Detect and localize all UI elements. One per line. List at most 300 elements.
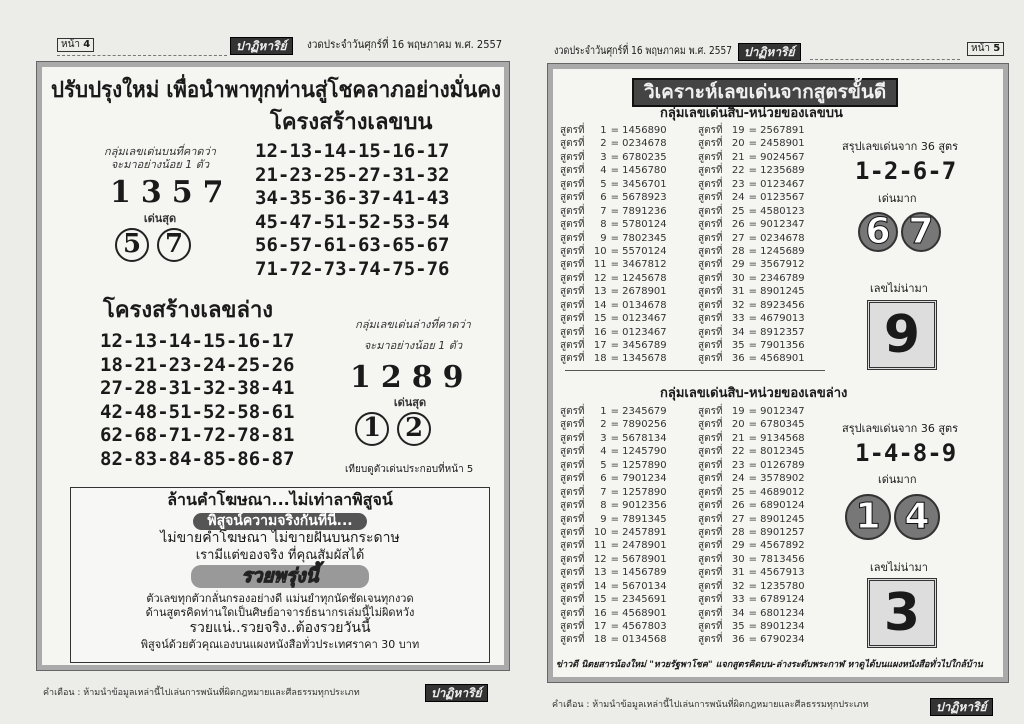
divider [565,370,825,371]
lower-title: กลุ่มเลขเด่นสิบ-หน่วยของเลขล่าง [660,386,848,401]
formula-number: 31 [731,286,745,298]
formula-digits: 2678901 [622,286,667,298]
formula-number: 35 [731,340,745,351]
formula-label: สูตรที่ [560,219,585,231]
formula-label: สูตรที่ [560,621,585,632]
formula-digits: 0123567 [760,192,805,204]
unlikely-label: เลขไม่น่ามา [870,561,928,574]
formula-number: 17 [593,340,607,351]
formula-label: สูตรที่ [698,580,723,592]
formula-label: สูตรที่ [698,192,723,204]
formula-row: สูตรที่ 10 = 5570124 [560,245,667,257]
formula-digits: 0123467 [622,326,667,338]
formula-digits: 0134678 [622,299,667,311]
warning: คำเตือน : ห้ามนำข้อมูลเหล่านี้ไปเล่นการพนันที่ผิดกฎหมายและศีลธรรมทุกประเภท [552,700,869,710]
formula-digits: 4567803 [622,621,667,632]
formula-label: สูตรที่ [560,432,585,444]
formula-number: 22 [731,446,745,458]
upper-caption: กลุ่มเลขเด่นบนที่คาดว่า จะมาอย่างน้อย 1 ตัว [104,145,216,172]
formula-digits: 2346789 [760,272,805,284]
formula-label: สูตรที่ [560,486,585,498]
formula-row: สูตรที่ 16 = 0123467 [560,326,667,338]
lower-best [355,412,439,446]
ad-line: ไม่ขายคำโฆษณา ไม่ขายฝันบนกระดาษ [160,530,400,546]
formula-label: สูตรที่ [698,419,723,431]
warning: คำเตือน : ห้ามนำข้อมูลเหล่านี้ไปเล่นการพนันที่ผิดกฎหมายและศีลธรรมทุกประเภท [43,688,360,698]
formula-digits: 0123467 [622,313,667,325]
ad-line: รวยแน่..รวยจริง..ต้องรวยวันนี้ [189,620,371,636]
formula-label: สูตรที่ [560,259,585,271]
banner-title: วิเคราะห์เลขเด่นจากสูตรขั้นดี [632,78,898,107]
formula-digits: 8901245 [760,286,805,298]
formula-number: 4 [600,165,607,177]
formula-row: สูตรที่ 1 = 2345679 [560,406,667,417]
best-label: เด่นสุด [393,396,427,409]
formula-number: 3 [600,432,607,444]
formula-row: สูตรที่ 14 = 5670134 [560,580,667,592]
formula-number: 12 [593,553,607,565]
formula-number: 1 [600,125,607,136]
formula-digits: 8901245 [760,513,805,525]
ad-line: เรามีแต่ของจริง ที่คุณสัมผัสได้ [195,548,365,563]
summary-label: สรุปเลขเด่นจาก 36 สูตร [842,140,959,153]
formula-number: 12 [593,272,607,284]
formula-number: 23 [731,459,745,471]
ad-line: ล้านคำโฆษณา...ไม่เท่าลาพิสูจน์ [167,490,393,509]
formula-number: 36 [731,353,745,365]
formula-label: สูตรที่ [698,286,723,298]
formula-digits: 0123467 [760,178,805,190]
formula-label: สูตรที่ [698,272,723,284]
formula-digits: 4689012 [760,486,805,498]
formula-number: 27 [731,513,745,525]
formula-number: 30 [731,272,745,284]
formula-label: สูตรที่ [698,299,723,311]
divider [810,58,960,60]
number-row: 27-28-31-32-38-41 [100,377,295,400]
formula-number: 20 [731,419,745,431]
formula-number: 11 [593,540,607,552]
formula-digits: 7901234 [622,473,667,485]
unlikely-digit: 3 [867,578,937,648]
formula-row: สูตรที่ 28 = 1245689 [698,245,805,257]
hot-label: เด่นมาก [878,192,917,205]
logo: ปาฏิหาริย์ [230,37,293,55]
formula-row: สูตรที่ 3 = 5678134 [560,432,667,444]
page-number: หน้า 4 [57,38,94,52]
formula-digits: 1345678 [622,353,667,365]
best-label: เด่นสุด [143,212,177,225]
formula-row: สูตรที่ 20 = 6780345 [698,419,805,431]
formula-row: สูตรที่ 12 = 5678901 [560,553,667,565]
formula-row: สูตรที่ 27 = 0234678 [698,232,805,244]
upper-best [115,228,199,262]
issue-date: งวดประจำวันศุกร์ที่ 16 พฤษภาคม พ.ศ. 2557 [554,44,732,57]
formula-number: 21 [731,151,745,163]
formula-digits: 5678923 [622,192,667,204]
ad-line: ด้านสูตรคิดท่านใดเป็นศิษย์อาจารย์ธนากรเล่มนี้ไม่ผิดหวัง [145,606,415,619]
formula-number: 21 [731,432,745,444]
formula-row: สูตรที่ 32 = 8923456 [698,299,805,311]
formula-label: สูตรที่ [560,580,585,592]
formula-number: 13 [593,286,607,298]
number-row: 34-35-36-37-41-43 [255,187,450,210]
logo: ปาฏิหาริย์ [738,43,801,61]
formula-digits: 1245689 [760,245,805,257]
formula-number: 6 [600,473,607,485]
formula-digits: 4567913 [760,567,805,579]
formula-label: สูตรที่ [560,178,585,190]
number-row: 45-47-51-52-53-54 [255,210,450,233]
unlikely-label: เลขไม่น่ามา [870,282,928,295]
formula-number: 10 [593,245,607,257]
formula-row: สูตรที่ 17 = 3456789 [560,340,667,351]
best-digit: 5 [115,228,149,262]
formula-label: สูตรที่ [560,232,585,244]
formula-label: สูตรที่ [698,567,723,579]
formula-number: 34 [731,607,745,619]
formula-label: สูตรที่ [560,553,585,565]
formula-number: 14 [593,580,607,592]
formula-row: สูตรที่ 18 = 1345678 [560,353,667,365]
number-row: 42-48-51-52-58-61 [100,400,295,423]
formula-label: สูตรที่ [698,151,723,163]
formula-digits: 5570124 [622,245,667,257]
formula-digits: 1456789 [622,567,667,579]
formula-row: สูตรที่ 13 = 2678901 [560,286,667,298]
hot-digit: 7 [901,212,941,252]
formula-number: 32 [731,299,745,311]
formula-digits: 1456780 [622,165,667,177]
ad-line: พิสูจน์ความจริงกันที่นี่... [193,513,366,530]
formula-number: 33 [731,313,745,325]
formula-label: สูตรที่ [560,607,585,619]
formula-number: 3 [600,151,607,163]
formula-digits: 9024567 [760,151,805,163]
formula-row: สูตรที่ 27 = 8901245 [698,513,805,525]
hot-digit: 6 [858,212,898,252]
formula-digits: 7802345 [622,232,667,244]
formula-digits: 1456890 [622,125,667,136]
formula-row: สูตรที่ 20 = 2458901 [698,138,805,150]
hot-label: เด่นมาก [878,473,917,486]
formula-row: สูตรที่ 12 = 1245678 [560,272,667,284]
formula-row: สูตรที่ 5 = 3456701 [560,178,667,190]
formula-digits: 7890256 [622,419,667,431]
formula-number: 25 [731,205,745,217]
formula-number: 13 [593,567,607,579]
formula-number: 9 [600,232,607,244]
best-digit: 1 [355,412,389,446]
formula-row: สูตรที่ 29 = 3567912 [698,259,805,271]
ad-line: ตัวเลขทุกตัวกลั่นกรองอย่างดี แม่นยำทุกนัดชัดเจนทุกงวด [146,592,414,605]
formula-number: 18 [593,634,607,646]
formula-number: 2 [600,419,607,431]
formula-digits: 8901257 [760,526,805,538]
formula-digits: 7891345 [622,513,667,525]
formula-row: สูตรที่ 13 = 1456789 [560,567,667,579]
formula-row: สูตรที่ 8 = 9012356 [560,500,667,512]
formula-row: สูตรที่ 1 = 1456890 [560,125,667,136]
logo: ปาฏิหาริย์ [425,684,488,702]
unlikely-digit: 9 [867,300,937,370]
formula-row: สูตรที่ 30 = 7813456 [698,553,805,565]
left-page [15,0,515,724]
formula-digits: 2458901 [760,138,805,150]
hot-digits [858,212,944,252]
formula-row: สูตรที่ 11 = 2478901 [560,540,667,552]
formula-label: สูตรที่ [698,178,723,190]
formula-label: สูตรที่ [698,432,723,444]
formula-row: สูตรที่ 30 = 2346789 [698,272,805,284]
number-row: 71-72-73-74-75-76 [255,257,450,280]
formula-row: สูตรที่ 17 = 4567803 [560,621,667,632]
formula-number: 4 [600,446,607,458]
formula-number: 36 [731,634,745,646]
lower-formula-list [560,405,836,647]
formula-label: สูตรที่ [560,594,585,606]
formula-digits: 1257890 [622,459,667,471]
formula-number: 9 [600,513,607,525]
formula-row: สูตรที่ 6 = 7901234 [560,473,667,485]
formula-number: 28 [731,245,745,257]
formula-label: สูตรที่ [560,286,585,298]
formula-row: สูตรที่ 21 = 9134568 [698,432,805,444]
formula-digits: 0234678 [622,138,667,150]
formula-label: สูตรที่ [560,125,585,136]
formula-label: สูตรที่ [698,526,723,538]
formula-digits: 2567891 [760,125,805,136]
lower-group: 1289 [350,360,474,395]
formula-digits: 6780235 [622,151,667,163]
issue-date: งวดประจำวันศุกร์ที่ 16 พฤษภาคม พ.ศ. 2557 [307,38,503,51]
best-digit: 7 [157,228,191,262]
formula-digits: 3456701 [622,178,667,190]
formula-digits: 6790234 [760,634,805,646]
formula-row: สูตรที่ 21 = 9024567 [698,151,805,163]
formula-digits: 1245678 [622,272,667,284]
formula-digits: 2345691 [622,594,667,606]
formula-number: 16 [593,607,607,619]
formula-digits: 4679013 [760,313,805,325]
formula-label: สูตรที่ [698,486,723,498]
formula-label: สูตรที่ [560,446,585,458]
formula-digits: 0234678 [760,232,805,244]
formula-label: สูตรที่ [698,540,723,552]
formula-row: สูตรที่ 33 = 6789124 [698,594,805,606]
formula-number: 19 [731,125,745,136]
formula-label: สูตรที่ [698,553,723,565]
upper-title: กลุ่มเลขเด่นสิบ-หน่วยของเลขบน [660,106,843,121]
formula-digits: 7813456 [760,553,805,565]
formula-row: สูตรที่ 36 = 6790234 [698,634,805,646]
formula-label: สูตรที่ [560,567,585,579]
formula-label: สูตรที่ [560,340,585,351]
formula-label: สูตรที่ [698,473,723,485]
number-row: 12-13-14-15-16-17 [100,330,295,352]
formula-label: สูตรที่ [698,165,723,177]
formula-label: สูตรที่ [698,500,723,512]
formula-digits: 7901356 [760,340,805,351]
formula-label: สูตรที่ [698,232,723,244]
formula-row: สูตรที่ 15 = 0123467 [560,313,667,325]
formula-row: สูตรที่ 31 = 4567913 [698,567,805,579]
formula-label: สูตรที่ [560,272,585,284]
formula-row: สูตรที่ 9 = 7891345 [560,513,667,525]
formula-number: 32 [731,580,745,592]
formula-row: สูตรที่ 9 = 7802345 [560,232,667,244]
formula-row: สูตรที่ 36 = 4568901 [698,353,805,365]
number-row: 62-68-71-72-78-81 [100,424,295,447]
formula-number: 34 [731,326,745,338]
formula-row: สูตรที่ 19 = 2567891 [698,125,805,136]
headline: ปรับปรุงใหม่ เพื่อนำพาทุกท่านสู่โชคลาภอย่างมั่นคง [51,78,501,103]
formula-number: 23 [731,178,745,190]
formula-digits: 2345679 [622,406,667,417]
formula-row: สูตรที่ 7 = 1257890 [560,486,667,498]
formula-number: 8 [600,500,607,512]
formula-number: 1 [600,406,607,417]
logo: ปาฏิหาริย์ [930,698,993,716]
hot-digit: 1 [845,494,891,540]
formula-digits: 6789124 [760,594,805,606]
formula-number: 15 [593,313,607,325]
formula-row: สูตรที่ 2 = 7890256 [560,419,667,431]
formula-row: สูตรที่ 4 = 1456780 [560,165,667,177]
formula-row: สูตรที่ 7 = 7891236 [560,205,667,217]
formula-row: สูตรที่ 29 = 4567892 [698,540,805,552]
formula-row: สูตรที่ 5 = 1257890 [560,459,667,471]
formula-label: สูตรที่ [560,459,585,471]
formula-row: สูตรที่ 2 = 0234678 [560,138,667,150]
formula-number: 24 [731,473,745,485]
formula-row: สูตรที่ 35 = 7901356 [698,340,805,351]
formula-digits: 3567912 [760,259,805,271]
formula-label: สูตรที่ [560,299,585,311]
formula-row: สูตรที่ 28 = 8901257 [698,526,805,538]
formula-label: สูตรที่ [698,406,723,417]
formula-row: สูตรที่ 35 = 8901234 [698,621,805,632]
formula-row: สูตรที่ 22 = 8012345 [698,446,805,458]
page-number: หน้า 5 [967,42,1004,56]
formula-number: 30 [731,553,745,565]
formula-number: 5 [600,178,607,190]
formula-row: สูตรที่ 6 = 5678923 [560,192,667,204]
formula-digits: 1235780 [760,580,805,592]
formula-label: สูตรที่ [560,406,585,417]
formula-digits: 4568901 [622,607,667,619]
formula-digits: 9012356 [622,500,667,512]
formula-number: 29 [731,540,745,552]
summary-numbers: 1-4-8-9 [855,439,957,467]
formula-number: 8 [600,219,607,231]
formula-number: 29 [731,259,745,271]
upper-group: 1357 [110,175,234,210]
formula-digits: 3467812 [622,259,667,271]
formula-digits: 9012347 [760,406,805,417]
formula-label: สูตรที่ [560,313,585,325]
formula-number: 6 [600,192,607,204]
formula-number: 11 [593,259,607,271]
formula-number: 10 [593,526,607,538]
formula-number: 16 [593,326,607,338]
formula-number: 27 [731,232,745,244]
formula-label: สูตรที่ [698,219,723,231]
formula-digits: 1245790 [622,446,667,458]
formula-number: 17 [593,621,607,632]
formula-number: 26 [731,500,745,512]
formula-row: สูตรที่ 23 = 0123467 [698,178,805,190]
formula-number: 26 [731,219,745,231]
formula-digits: 5780124 [622,219,667,231]
formula-label: สูตรที่ [560,138,585,150]
formula-digits: 1235689 [760,165,805,177]
formula-row: สูตรที่ 19 = 9012347 [698,406,805,417]
formula-row: สูตรที่ 25 = 4689012 [698,486,805,498]
hot-digits [845,494,943,540]
formula-row: สูตรที่ 22 = 1235689 [698,165,805,177]
formula-number: 22 [731,165,745,177]
formula-label: สูตรที่ [560,205,585,217]
formula-digits: 3578902 [760,473,805,485]
upper-rows [255,140,449,282]
formula-label: สูตรที่ [560,500,585,512]
formula-label: สูตรที่ [560,540,585,552]
right-page [520,0,1015,724]
formula-digits: 9134568 [760,432,805,444]
formula-label: สูตรที่ [698,313,723,325]
formula-number: 15 [593,594,607,606]
formula-number: 7 [600,486,607,498]
best-digit: 2 [397,412,431,446]
ad-line: พิสูจน์ด้วยตัวคุณเองบนแผงหนังสือทั่วประเทศราคา 30 บาท [140,638,420,651]
formula-number: 35 [731,621,745,632]
formula-label: สูตรที่ [698,259,723,271]
formula-label: สูตรที่ [560,419,585,431]
formula-row: สูตรที่ 34 = 6801234 [698,607,805,619]
formula-label: สูตรที่ [698,326,723,338]
formula-number: 19 [731,406,745,417]
formula-digits: 8901234 [760,621,805,632]
summary-numbers: 1-2-6-7 [855,157,957,185]
formula-digits: 7891236 [622,205,667,217]
formula-label: สูตรที่ [698,513,723,525]
lower-title: โครงสร้างเลขล่าง [103,298,274,323]
formula-row: สูตรที่ 3 = 6780235 [560,151,667,163]
hot-digit: 4 [894,494,940,540]
formula-digits: 4580123 [760,205,805,217]
formula-label: สูตรที่ [560,245,585,257]
formula-digits: 6801234 [760,607,805,619]
formula-digits: 8923456 [760,299,805,311]
formula-row: สูตรที่ 15 = 2345691 [560,594,667,606]
formula-label: สูตรที่ [698,634,723,646]
formula-row: สูตรที่ 31 = 8901245 [698,286,805,298]
formula-number: 28 [731,526,745,538]
formula-label: สูตรที่ [560,353,585,365]
upper-formula-list [560,124,836,366]
formula-number: 24 [731,192,745,204]
upper-title: โครงสร้างเลขบน [270,110,433,135]
divider [57,54,227,56]
number-row: 82-83-84-85-86-87 [100,447,295,470]
formula-row: สูตรที่ 24 = 0123567 [698,192,805,204]
formula-row: สูตรที่ 23 = 0126789 [698,459,805,471]
formula-label: สูตรที่ [698,138,723,150]
number-row: 21-23-25-27-31-32 [255,163,450,186]
formula-label: สูตรที่ [560,326,585,338]
formula-digits: 0134568 [622,634,667,646]
